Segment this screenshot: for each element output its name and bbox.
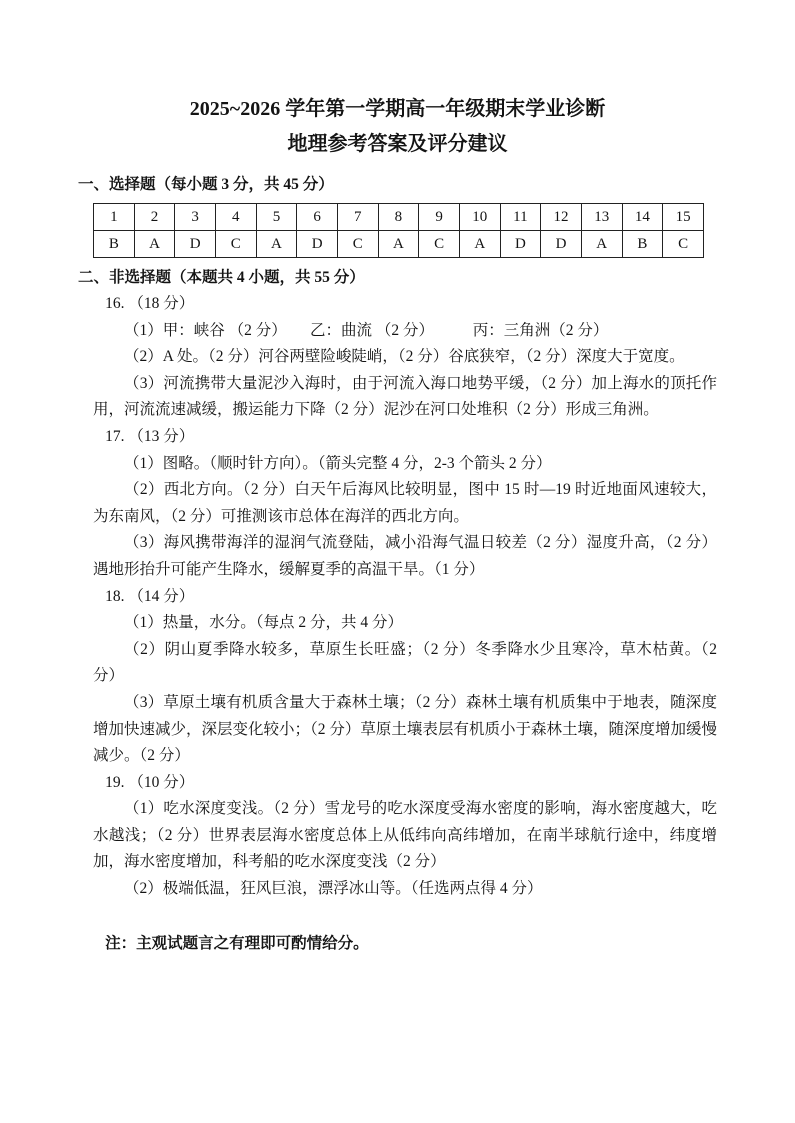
document-title-line2: 地理参考答案及评分建议	[287, 133, 508, 155]
answer-table-answer-cell: B	[94, 231, 135, 258]
question-number: 16. （18 分）	[105, 295, 195, 312]
answer-line: （2）A 处。（2 分）河谷两壁险峻陡峭，（2 分）谷底狭窄，（2 分）深度大于宽度。	[124, 348, 685, 366]
answer-table	[93, 203, 704, 258]
question-number: 17. （13 分）	[105, 427, 195, 445]
answer-line: （1）吃水深度变浅。（2 分）雪龙号的吃水深度受海水密度的影响，海水密度越大，吃水越浅；（2 分）世界表层海水密度总体上从低纬向高纬增加，在南半球航行途中，纬度增加，海水密度增加，科考船的吃水深度变浅（2 分）	[93, 800, 717, 871]
answer-table-answer-cell: C	[663, 231, 704, 258]
answer-table-number-cell: 11	[500, 204, 541, 231]
answer-table-number-cell: 2	[134, 204, 175, 231]
answer-line: （1）热量，水分。（每点 2 分，共 4 分）	[124, 614, 404, 632]
questions-container	[78, 291, 717, 903]
answer-table-number-cell: 6	[297, 204, 338, 231]
answer-line: （1）图略。（顺时针方向）。（箭头完整 4 分，2-3 个箭头 2 分）	[124, 454, 552, 472]
answer-line: （3）草原土壤有机质含量大于森林土壤；（2 分）森林土壤有机质集中于地表，随深度增加快速减少，深层变化较小；（2 分）草原土壤表层有机质小于森林土壤，随深度增加缓慢减少。（2 分）	[93, 693, 717, 765]
answer-table-answer-cell: A	[581, 231, 622, 258]
answer-table-answer-cell: C	[337, 231, 378, 258]
answer-table-answer-cell: C	[215, 231, 256, 258]
answer-table-answer-cell: D	[541, 231, 582, 258]
answer-line: （2）西北方向。（2 分）白天午后海风比较明显，图中 15 时—19 时近地面风速较大，为东南风，（2 分）可推测该市总体在海洋的西北方向。	[93, 481, 717, 525]
question-number: 18. （14 分）	[105, 587, 195, 605]
question-number: 19. （10 分）	[105, 773, 195, 791]
document-title-line1: 2025~2026 学年第一学期高一年级期末学业诊断	[189, 98, 606, 120]
answer-table-answer-cell: A	[378, 231, 419, 258]
answer-line: （3）河流携带大量泥沙入海时，由于河流入海口地势平缓，（2 分）加上海水的顶托作用，河流流速减缓，搬运能力下降（2 分）泥沙在河口处堆积（2 分）形成三角洲。	[93, 374, 717, 419]
answer-table-answer-cell: B	[622, 231, 663, 258]
answer-table-number-cell: 4	[215, 204, 256, 231]
answer-table-number-cell: 10	[459, 204, 500, 231]
answer-line: （2）极端低温，狂风巨浪，漂浮冰山等。（任选两点得 4 分）	[124, 880, 543, 898]
section1-heading: 一、选择题（每小题 3 分，共 45 分）	[78, 176, 334, 193]
answer-table-number-cell: 1	[94, 204, 135, 231]
answer-table-number-cell: 14	[622, 204, 663, 231]
answer-table-answer-cell: D	[500, 231, 541, 258]
answer-line: （3）海风携带海洋的湿润气流登陆，减小沿海气温日较差（2 分）湿度升高，（2 分）遇地形抬升可能产生降水，缓解夏季的高温干旱。（1 分）	[93, 534, 717, 578]
answer-table-answer-cell: D	[297, 231, 338, 258]
answer-table-number-cell: 13	[581, 204, 622, 231]
answer-table-number-cell: 12	[541, 204, 582, 231]
section2-heading: 二、非选择题（本题共 4 小题，共 55 分）	[78, 269, 365, 286]
answer-table-number-cell: 8	[378, 204, 419, 231]
answer-table-answer-cell: A	[256, 231, 297, 258]
answer-table-answer-row	[94, 231, 704, 258]
answer-table-number-cell: 7	[337, 204, 378, 231]
answer-table-number-cell: 15	[663, 204, 704, 231]
answer-table-number-row	[94, 204, 704, 231]
answer-table-answer-cell: D	[175, 231, 216, 258]
answer-line: （1）甲：峡谷 （2 分） 乙：曲流 （2 分） 丙：三角洲（2 分）	[124, 321, 609, 339]
answer-table-answer-cell: A	[134, 231, 175, 258]
answer-table-number-cell: 5	[256, 204, 297, 231]
answer-table-number-cell: 3	[175, 204, 216, 231]
answer-table-answer-cell: A	[459, 231, 500, 258]
grading-note: 注：主观试题言之有理即可酌情给分。	[105, 934, 369, 952]
answer-line: （2）阴山夏季降水较多，草原生长旺盛；（2 分）冬季降水少且寒冷，草木枯黄。（2 分）	[93, 640, 717, 685]
answer-table-answer-cell: C	[419, 231, 460, 258]
answer-table-number-cell: 9	[419, 204, 460, 231]
answer-table-body	[94, 204, 704, 258]
